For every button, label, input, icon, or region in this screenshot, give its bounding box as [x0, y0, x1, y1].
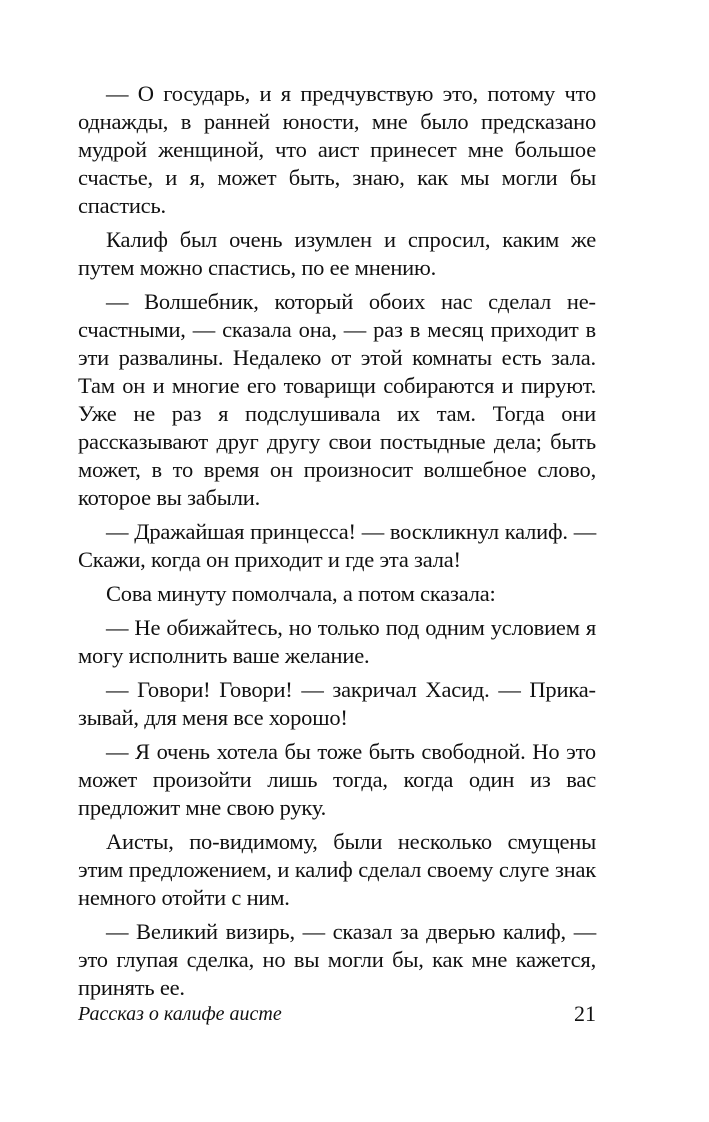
paragraph: Калиф был очень изумлен и спросил, каким же путем можно спастись, по ее мнению. [78, 227, 596, 280]
paragraph: — Дражайшая принцесса! — воскликнул калиф. — Скажи, когда он приходит и где эта зала! [78, 519, 596, 572]
page-number: 21 [574, 1001, 596, 1026]
paragraph: — Говори! Говори! — закричал Хасид. — Приказывай, для меня все хорошо! [78, 677, 596, 730]
paragraph: — Великий визирь, — сказал за дверью калиф, — это глупая сделка, но вы могли бы, как мне кажется, принять ее. [78, 919, 596, 1000]
paragraph: — О государь, и я предчувствую это, потому что однажды, в ранней юности, мне было предсказано мудрой женщиной, что аист принесет мне большое счастье, и я, может быть, знаю, как мы могли бы спастись. [78, 81, 596, 218]
paragraph: Сова минуту помолчала, а потом сказала: [106, 581, 496, 606]
paragraph: Аисты, по-видимому, были несколько смущены этим предложением, и калиф сделал своему слуге знак немного отойти с ним. [78, 829, 596, 910]
paragraph: — Я очень хотела бы тоже быть свободной. Но это может произойти лишь тогда, когда один из вас предложит мне свою руку. [78, 739, 596, 820]
paragraph: — Волшебник, который обоих нас сделал несчастными, — сказала она, — раз в месяц приходит в эти развалины. Недалеко от этой комнаты есть зала. Там он и многие его товарищи собираются и пируют. Уже не раз я подслушивала их там. Тогда они рассказывают друг другу свои постыдные дела; быть может, в то время он произносит волшебное слово, которое вы забыли. [78, 289, 596, 510]
page-footer [78, 1000, 596, 1030]
running-title: Рассказ о калифе аисте [78, 1003, 282, 1025]
paragraph: — Не обижайтесь, но только под одним условием я могу исполнить ваше желание. [78, 615, 596, 668]
body-text [78, 80, 596, 1008]
